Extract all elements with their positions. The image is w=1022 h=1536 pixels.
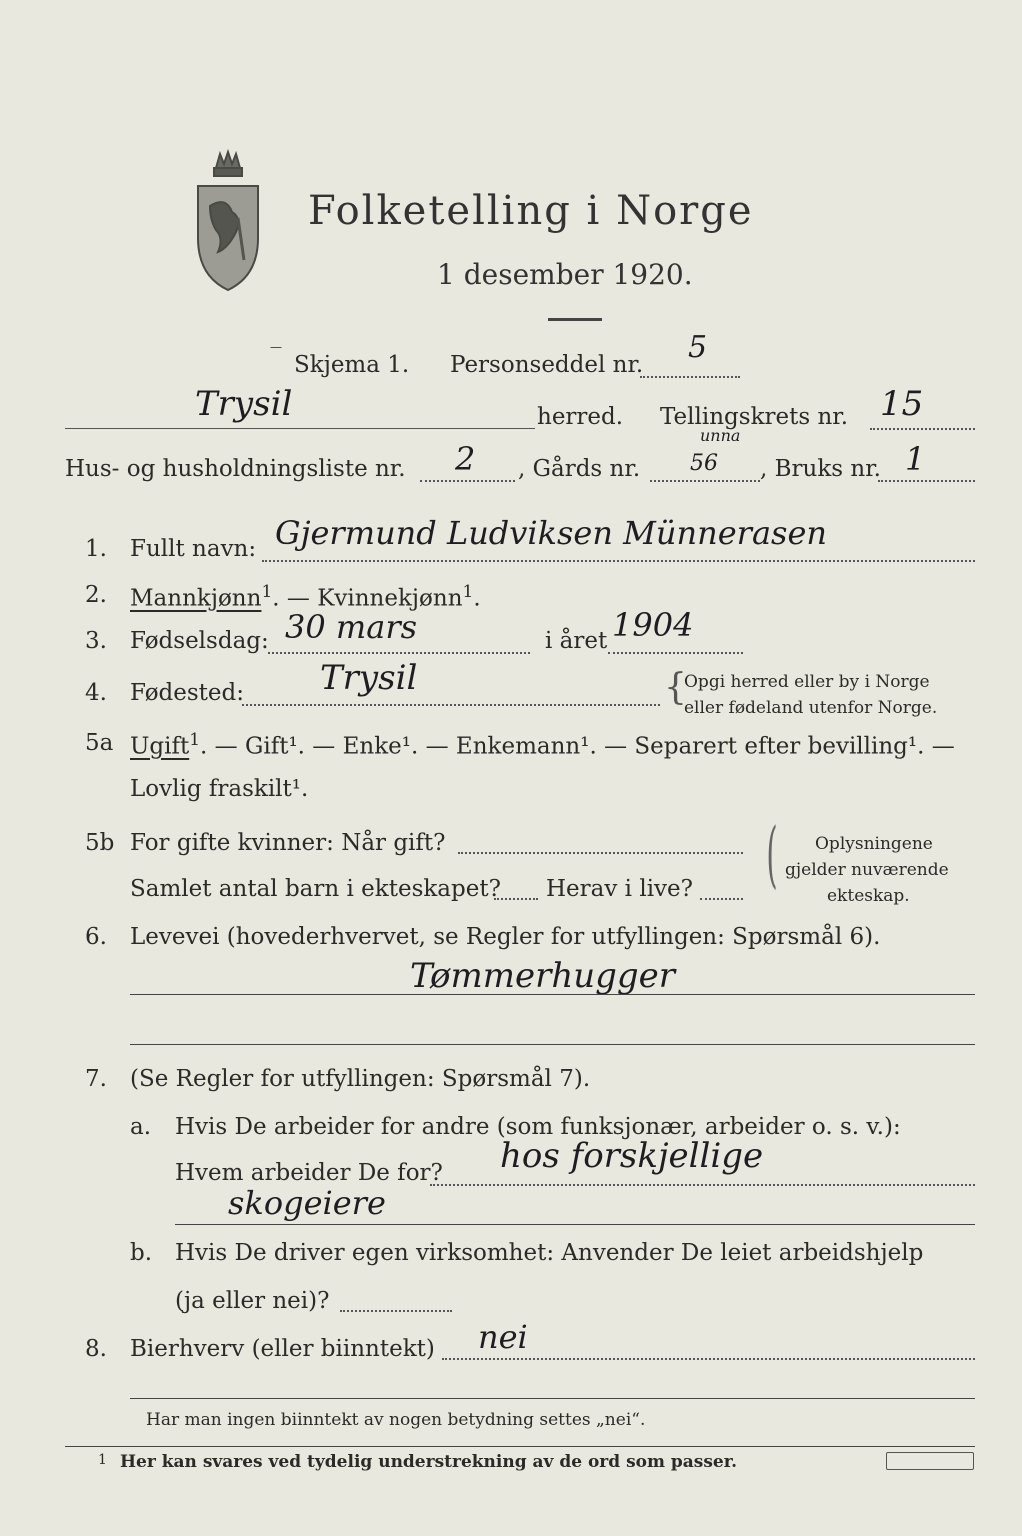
q2-separator[interactable]: . — Kvinnekjønn: [272, 585, 463, 612]
q5b-number: 5b: [85, 830, 115, 856]
q1-label: Fullt navn:: [130, 536, 257, 562]
skjema-dash: —: [270, 340, 282, 354]
q4-label: Fødested:: [130, 680, 245, 706]
q5a-sup: 1: [189, 730, 201, 750]
herred-line: [65, 428, 535, 429]
q8-value[interactable]: nei: [478, 1318, 528, 1356]
gards-value[interactable]: 56: [690, 451, 718, 476]
footnote-text: Her kan svares ved tydelig understrekning av de ord som passer.: [120, 1452, 738, 1472]
q7b-label-2: (ja eller nei)?: [175, 1288, 330, 1314]
footnote-number: 1: [98, 1452, 107, 1468]
skjema-label: Skjema 1.: [294, 352, 410, 378]
nei-note: Har man ingen biinntekt av nogen betydning settes „nei“.: [146, 1410, 646, 1430]
q6-number: 6.: [85, 924, 107, 950]
personseddel-line: [640, 376, 740, 378]
personseddel-label: Personseddel nr.: [450, 352, 644, 378]
q7a-value-1[interactable]: hos forskjellige: [500, 1136, 764, 1176]
q2-number: 2.: [85, 582, 107, 608]
personseddel-value[interactable]: 5: [688, 330, 708, 365]
q5b-label-1: For gifte kvinner: Når gift?: [130, 830, 446, 856]
q3-year-label: i året: [545, 628, 608, 654]
q4-number: 4.: [85, 680, 107, 706]
q3-line: [268, 652, 530, 654]
q3-label: Fødselsdag:: [130, 628, 269, 654]
q4-line: [242, 704, 660, 706]
q5b-note-3: ekteskap.: [827, 886, 910, 906]
q7a-label-2: Hvem arbeider De for?: [175, 1160, 443, 1186]
q4-note-1: Opgi herred eller by i Norge: [684, 672, 930, 692]
printer-stamp: [886, 1452, 974, 1470]
q8-number: 8.: [85, 1336, 107, 1362]
q8-line-2: [130, 1398, 975, 1399]
q6-line-2: [130, 1044, 975, 1045]
q5a-rest[interactable]: . — Gift¹. — Enke¹. — Enkemann¹. — Separert efter bevilling¹. —: [200, 733, 955, 760]
gards-note: unna: [700, 426, 741, 445]
tellingskrets-value[interactable]: 15: [880, 384, 924, 424]
herred-label: herred.: [537, 404, 624, 430]
q3-year-value[interactable]: 1904: [612, 606, 694, 644]
q2-sup2: 1: [462, 582, 474, 602]
q7a-line-2: [175, 1224, 975, 1225]
footnote-divider: [65, 1446, 975, 1447]
q5b-line-1: [458, 852, 743, 854]
q6-value[interactable]: Tømmerhugger: [410, 956, 676, 996]
q4-brace: {: [664, 667, 687, 708]
q5a-options: [130, 730, 955, 760]
q5b-label-2: Samlet antal barn i ekteskapet?: [130, 876, 501, 902]
q5a-line2[interactable]: Lovlig fraskilt¹.: [130, 776, 309, 802]
q8-line-1: [442, 1358, 975, 1360]
q5b-bracket: (: [766, 812, 778, 896]
coat-of-arms-icon: [188, 148, 268, 298]
q7a-letter: a.: [130, 1114, 152, 1140]
q5b-label-3: Herav i live?: [546, 876, 693, 902]
tellingskrets-label: Tellingskrets nr.: [660, 404, 849, 430]
q2-male-option[interactable]: Mannkjønn: [130, 585, 262, 612]
q1-line: [262, 560, 975, 562]
q6-line-1: [130, 994, 975, 995]
herred-value[interactable]: Trysil: [195, 384, 293, 424]
q7a-value-2[interactable]: skogeiere: [228, 1184, 386, 1222]
q7a-line-1: [430, 1184, 975, 1186]
q7a-label: Hvis De arbeider for andre (som funksjonær, arbeider o. s. v.):: [175, 1114, 901, 1140]
q3-year-line: [608, 652, 743, 654]
q1-number: 1.: [85, 536, 107, 562]
q7-number: 7.: [85, 1066, 107, 1092]
q2-end: .: [473, 585, 481, 612]
bruks-label: , Bruks nr.: [760, 456, 881, 482]
bruks-line: [878, 480, 975, 482]
q5b-note-1: Oplysningene: [815, 834, 933, 854]
q4-value[interactable]: Trysil: [320, 658, 418, 698]
q3-value[interactable]: 30 mars: [285, 608, 418, 646]
hus-line: [420, 480, 515, 482]
q3-number: 3.: [85, 628, 107, 654]
q7b-line: [340, 1310, 452, 1312]
q5b-note-2: gjelder nuværende: [785, 860, 949, 880]
title-divider: [548, 318, 602, 321]
form-title: Folketelling i Norge: [308, 188, 754, 234]
census-date: 1 desember 1920.: [437, 258, 693, 291]
q7b-letter: b.: [130, 1240, 153, 1266]
gards-line: [650, 480, 760, 482]
q5a-ugift-option[interactable]: Ugift: [130, 733, 190, 760]
tellingskrets-line: [870, 428, 975, 430]
q2-sup1: 1: [261, 582, 273, 602]
q7-label: (Se Regler for utfyllingen: Spørsmål 7).: [130, 1066, 591, 1092]
q5b-line-3: [700, 898, 743, 900]
gards-label: , Gårds nr.: [518, 456, 641, 482]
q4-note-2: eller fødeland utenfor Norge.: [684, 698, 938, 718]
bruks-value[interactable]: 1: [905, 440, 926, 478]
q5a-number: 5a: [85, 730, 114, 756]
q1-value[interactable]: Gjermund Ludviksen Münnerasen: [275, 514, 827, 552]
hus-value[interactable]: 2: [455, 440, 476, 478]
q7b-label: Hvis De driver egen virksomhet: Anvender De leiet arbeidshjelp: [175, 1240, 924, 1266]
q5b-line-2: [494, 898, 538, 900]
q6-label: Levevei (hovederhvervet, se Regler for utfyllingen: Spørsmål 6).: [130, 924, 881, 950]
q8-label: Bierhverv (eller biinntekt): [130, 1336, 435, 1362]
hus-label: Hus- og husholdningsliste nr.: [65, 456, 406, 482]
